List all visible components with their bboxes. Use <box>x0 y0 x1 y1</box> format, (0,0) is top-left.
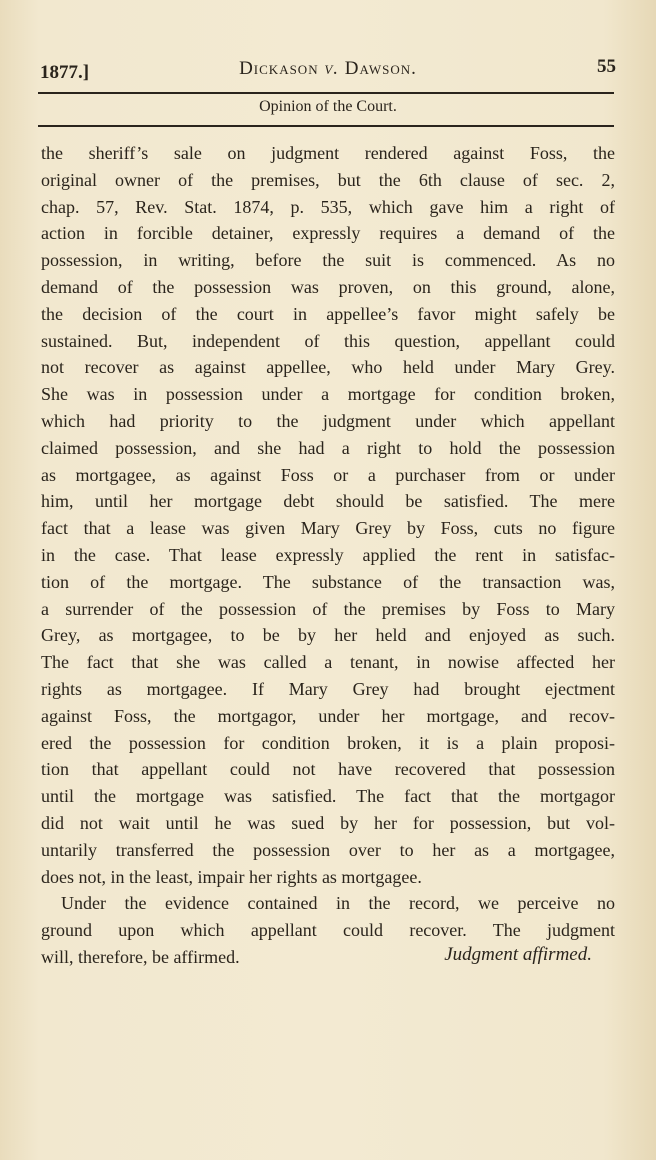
text-line: until the mortgage was satisfied. The fact that the mortgagor <box>41 786 615 807</box>
text-line: him, until her mortgage debt should be satisfied. The mere <box>41 491 615 512</box>
text-line: in the case. That lease expressly applied the rent in satisfac- <box>41 544 615 565</box>
text-line: original owner of the premises, but the 6th clause of sec. 2, <box>41 169 615 190</box>
text-line: against Foss, the mortgagor, under her mortgage, and recov- <box>41 705 615 726</box>
case-title <box>40 58 616 80</box>
text-line: possession, in writing, before the suit is commenced. As no <box>41 250 615 271</box>
text-line: demand of the possession was proven, on this ground, alone, <box>41 276 615 297</box>
text-line: as mortgagee, as against Foss or a purchaser from or under <box>41 464 615 485</box>
section-heading: Opinion of the Court. <box>259 98 397 115</box>
text-line: The fact that she was called a tenant, in nowise affected her <box>41 652 615 673</box>
text-line: She was in possession under a mortgage for condition broken, <box>41 384 615 405</box>
text-line: ered the possession for condition broken, it is a plain proposi- <box>41 732 615 753</box>
text-line: not recover as against appellee, who held under Mary Grey. <box>41 357 615 378</box>
text-line: rights as mortgagee. If Mary Grey had brought ejectment <box>41 678 615 699</box>
text-line: tion that appellant could not have recovered that possession <box>41 759 615 780</box>
opinion-text <box>41 140 615 971</box>
text-line: ground upon which appellant could recover. The judgment <box>41 920 615 941</box>
page-number: 55 <box>597 56 616 77</box>
text-line: Under the evidence contained in the record, we perceive no <box>61 893 615 914</box>
text-line: the sheriff’s sale on judgment rendered against Foss, the <box>41 143 615 163</box>
volume-year: 1877.] <box>40 62 90 83</box>
header-rule-top <box>38 92 614 94</box>
judgment-line: Judgment affirmed. <box>444 944 592 965</box>
text-line: the decision of the court in appellee’s favor might safely be <box>41 303 615 324</box>
text-line: does not, in the least, impair her rights as mortgagee. <box>41 866 422 887</box>
text-line: chap. 57, Rev. Stat. 1874, p. 535, which gave him a right of <box>41 196 615 217</box>
text-line: sustained. But, independent of this question, appellant could <box>41 330 615 351</box>
text-line: will, therefore, be affirmed. <box>41 946 240 967</box>
text-line: did not wait until he was sued by her for possession, but vol- <box>41 812 615 833</box>
text-line: claimed possession, and she had a right to hold the possession <box>41 437 615 458</box>
header-rule-bottom <box>38 125 614 127</box>
text-line: Grey, as mortgagee, to be by her held and enjoyed as such. <box>41 625 615 646</box>
case-plaintiff: Dickason <box>239 58 319 79</box>
text-line: fact that a lease was given Mary Grey by Foss, cuts no figure <box>41 518 615 539</box>
case-defendant: Dawson. <box>344 58 417 79</box>
text-line: tion of the mortgage. The substance of the transaction was, <box>41 571 615 592</box>
text-line: untarily transferred the possession over to her as a mortgagee, <box>41 839 615 860</box>
text-line: a surrender of the possession of the premises by Foss to Mary <box>41 598 615 619</box>
text-line: action in forcible detainer, expressly requires a demand of the <box>41 223 615 244</box>
case-versus: v. <box>324 58 340 79</box>
text-line: which had priority to the judgment under which appellant <box>41 410 615 431</box>
running-head <box>40 56 616 86</box>
